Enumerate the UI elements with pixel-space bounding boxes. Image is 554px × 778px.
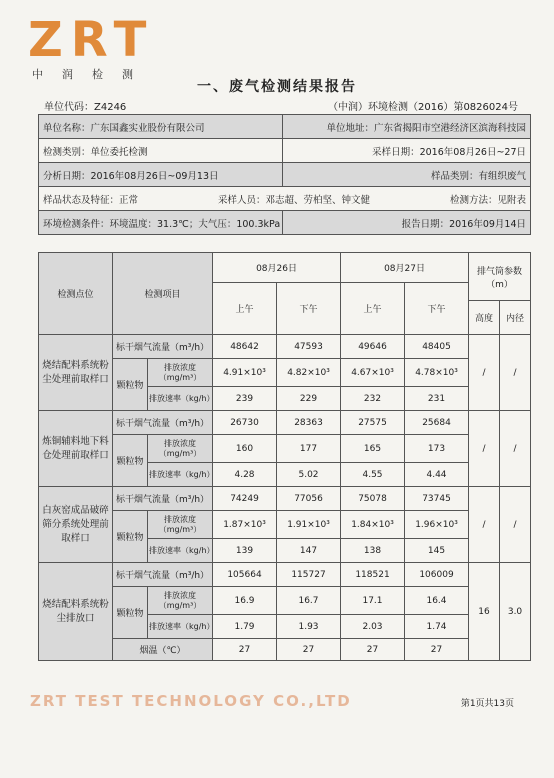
table-cell: 25684 xyxy=(405,411,469,435)
table-cell: 48405 xyxy=(405,335,469,359)
table-cell: 239 xyxy=(213,387,277,411)
table-cell: 1.74 xyxy=(405,615,469,639)
pm-label: 颗粒物 xyxy=(113,587,148,639)
table-cell: 139 xyxy=(213,539,277,563)
test-method: 检测方法：见附表 xyxy=(449,194,526,206)
report-info-table xyxy=(38,114,531,235)
rate-label: 排放速率（kg/h） xyxy=(148,463,213,487)
results-table xyxy=(38,252,531,661)
flow-label: 标干烟气流量（m³/h） xyxy=(113,563,213,587)
col-header-height: 高度 xyxy=(469,301,500,335)
report-title: 一、废气检测结果报告 xyxy=(197,79,357,95)
table-cell: 1.84×10³ xyxy=(341,511,405,539)
table-cell: 16.9 xyxy=(213,587,277,615)
rate-label: 排放速率（kg/h） xyxy=(148,539,213,563)
report-number: （中润）环境检测（2016）第0826024号 xyxy=(328,102,518,113)
stack-diameter: / xyxy=(500,335,531,411)
table-cell: 16.7 xyxy=(277,587,341,615)
table-cell: 74249 xyxy=(213,487,277,511)
temp-label: 烟温（℃） xyxy=(113,639,213,661)
unit-address: 单位地址：广东省揭阳市空港经济区滨海科技园 xyxy=(283,115,531,139)
table-cell: 160 xyxy=(213,435,277,463)
table-cell: 232 xyxy=(341,387,405,411)
table-cell: 106009 xyxy=(405,563,469,587)
table-cell: 1.91×10³ xyxy=(277,511,341,539)
table-cell: 115727 xyxy=(277,563,341,587)
stack-height: 16 xyxy=(469,563,500,661)
table-cell: 47593 xyxy=(277,335,341,359)
table-cell: 4.44 xyxy=(405,463,469,487)
table-cell: 4.28 xyxy=(213,463,277,487)
col-header-pm: 下午 xyxy=(277,283,341,335)
sampling-date: 采样日期：2016年08月26日~27日 xyxy=(283,139,531,163)
report-date: 报告日期：2016年09月14日 xyxy=(283,211,531,235)
table-cell: 17.1 xyxy=(341,587,405,615)
unit-name: 单位名称：广东国鑫实业股份有限公司 xyxy=(39,115,283,139)
company-logo xyxy=(28,12,155,82)
sample-state: 样品状态及特征：正常 xyxy=(43,194,139,206)
sample-type: 样品类别：有组织废气 xyxy=(283,163,531,187)
conc-label: 排放浓度（mg/m³） xyxy=(148,587,213,615)
stack-height: / xyxy=(469,487,500,563)
conc-label: 排放浓度（mg/m³） xyxy=(148,511,213,539)
table-cell: 49646 xyxy=(341,335,405,359)
logo-letters: ZRT xyxy=(28,12,155,68)
table-cell: 73745 xyxy=(405,487,469,511)
page-number: 第1页共13页 xyxy=(460,699,514,709)
sampling-point: 白灰窑成品破碎筛分系统处理前取样口 xyxy=(39,487,113,563)
table-cell: 147 xyxy=(277,539,341,563)
table-cell: 145 xyxy=(405,539,469,563)
table-cell: 4.82×10³ xyxy=(277,359,341,387)
pm-label: 颗粒物 xyxy=(113,359,148,411)
col-header-am: 上午 xyxy=(341,283,405,335)
stack-diameter: 3.0 xyxy=(500,563,531,661)
env-conditions: 环境检测条件：环境温度：31.3℃；大气压：100.3kPa xyxy=(39,211,283,235)
table-cell: 27575 xyxy=(341,411,405,435)
table-cell: 173 xyxy=(405,435,469,463)
table-cell: 48642 xyxy=(213,335,277,359)
table-cell: 4.55 xyxy=(341,463,405,487)
col-header-item: 检测项目 xyxy=(113,253,213,335)
table-cell: 27 xyxy=(341,639,405,661)
table-cell: 26730 xyxy=(213,411,277,435)
footer-company: ZRT TEST TECHNOLOGY CO.,LTD xyxy=(30,692,352,710)
col-header-diameter: 内径 xyxy=(500,301,531,335)
sampling-staff: 采样人员：邓志超、劳柏坚、钟文健 xyxy=(217,194,370,206)
table-cell: 231 xyxy=(405,387,469,411)
col-header-date2: 08月27日 xyxy=(341,253,469,283)
table-cell: 2.03 xyxy=(341,615,405,639)
unit-code: 单位代码：Z4246 xyxy=(44,102,127,113)
sampling-point: 炼铜辅料地下料仓处理前取样口 xyxy=(39,411,113,487)
table-cell: 16.4 xyxy=(405,587,469,615)
table-cell: 28363 xyxy=(277,411,341,435)
conc-label: 排放浓度（mg/m³） xyxy=(148,359,213,387)
col-header-date1: 08月26日 xyxy=(213,253,341,283)
stack-diameter: / xyxy=(500,487,531,563)
col-header-am: 上午 xyxy=(213,283,277,335)
pm-label: 颗粒物 xyxy=(113,511,148,563)
rate-label: 排放速率（kg/h） xyxy=(148,387,213,411)
table-cell: 5.02 xyxy=(277,463,341,487)
pm-label: 颗粒物 xyxy=(113,435,148,487)
stack-diameter: / xyxy=(500,411,531,487)
col-header-stack: 排气筒参数（m） xyxy=(469,253,531,301)
table-cell: 229 xyxy=(277,387,341,411)
table-cell: 27 xyxy=(213,639,277,661)
table-cell: 4.91×10³ xyxy=(213,359,277,387)
conc-label: 排放浓度（mg/m³） xyxy=(148,435,213,463)
col-header-point: 检测点位 xyxy=(39,253,113,335)
table-cell: 4.67×10³ xyxy=(341,359,405,387)
flow-label: 标干烟气流量（m³/h） xyxy=(113,335,213,359)
test-category: 检测类别：单位委托检测 xyxy=(39,139,283,163)
table-cell: 165 xyxy=(341,435,405,463)
flow-label: 标干烟气流量（m³/h） xyxy=(113,487,213,511)
rate-label: 排放速率（kg/h） xyxy=(148,615,213,639)
sampling-point: 烧结配料系统粉尘排放口 xyxy=(39,563,113,661)
table-cell: 177 xyxy=(277,435,341,463)
table-cell: 1.96×10³ xyxy=(405,511,469,539)
sampling-point: 烧结配料系统粉尘处理前取样口 xyxy=(39,335,113,411)
logo-subtitle: 中润检测 xyxy=(32,68,152,81)
table-cell: 27 xyxy=(405,639,469,661)
flow-label: 标干烟气流量（m³/h） xyxy=(113,411,213,435)
table-cell: 4.78×10³ xyxy=(405,359,469,387)
table-cell: 1.93 xyxy=(277,615,341,639)
table-cell: 27 xyxy=(277,639,341,661)
table-cell: 75078 xyxy=(341,487,405,511)
table-cell: 138 xyxy=(341,539,405,563)
table-cell: 1.79 xyxy=(213,615,277,639)
table-cell: 77056 xyxy=(277,487,341,511)
table-cell: 118521 xyxy=(341,563,405,587)
stack-height: / xyxy=(469,335,500,411)
analysis-date: 分析日期：2016年08月26日~09月13日 xyxy=(39,163,283,187)
stack-height: / xyxy=(469,411,500,487)
col-header-pm: 下午 xyxy=(405,283,469,335)
table-cell: 105664 xyxy=(213,563,277,587)
table-cell: 1.87×10³ xyxy=(213,511,277,539)
